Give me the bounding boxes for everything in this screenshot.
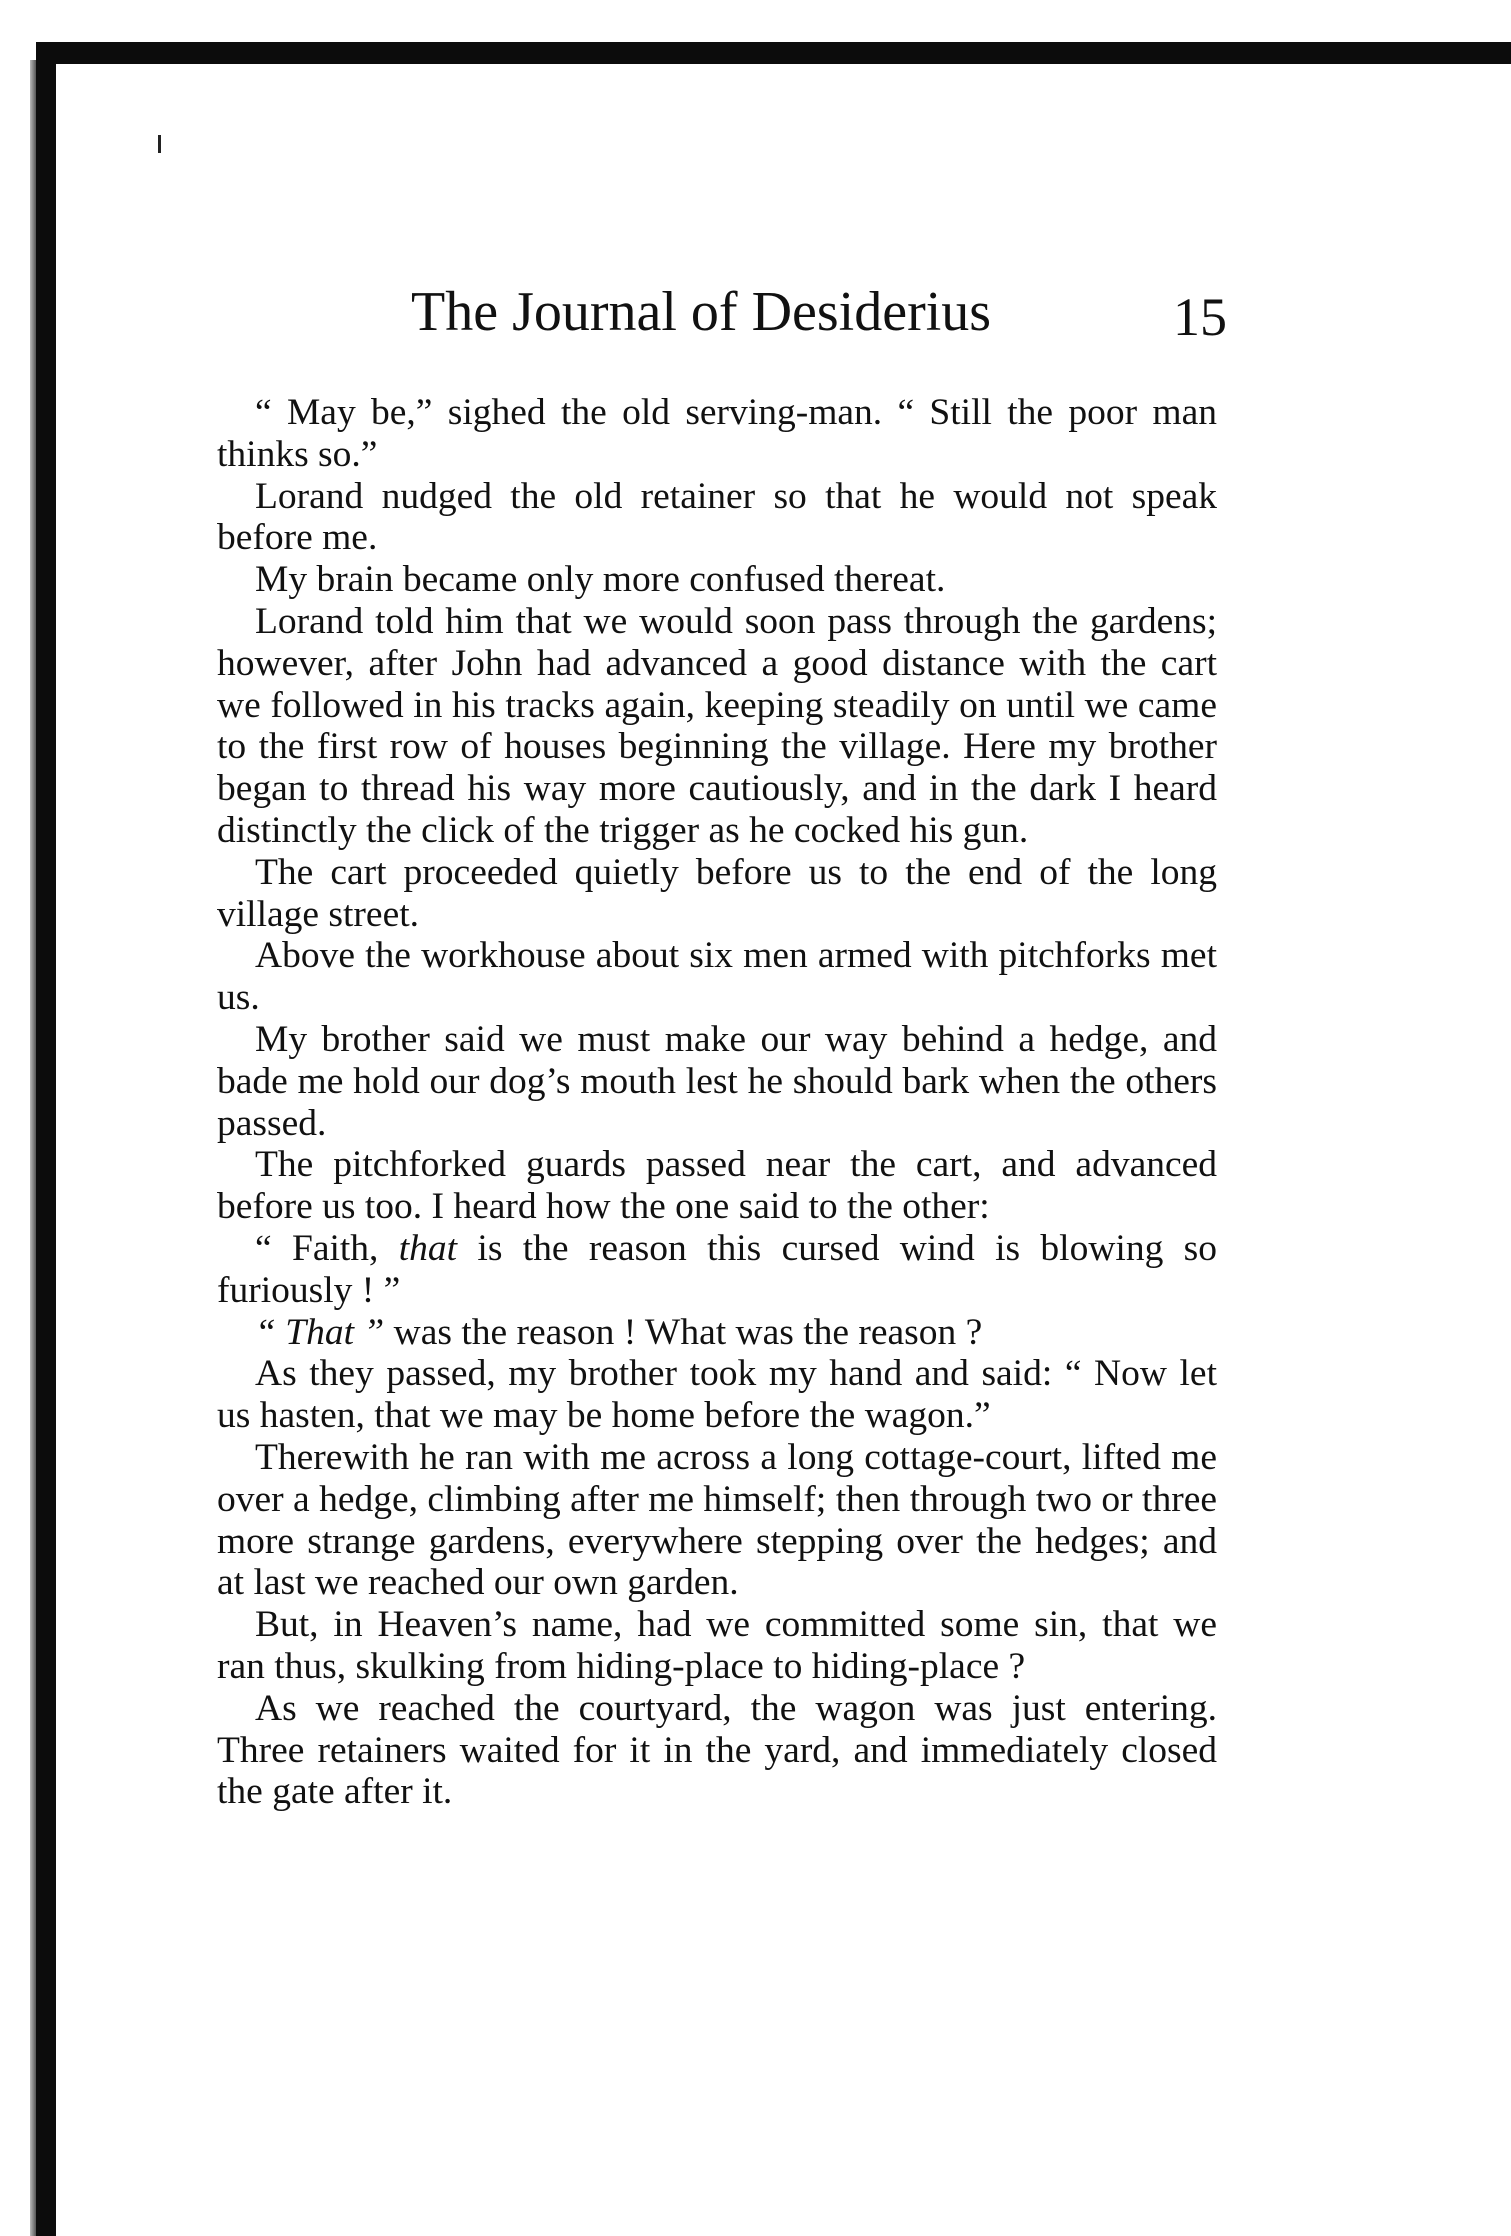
paragraph [217, 1228, 1217, 1312]
paragraph-text: “ Faith, [255, 1227, 399, 1269]
paragraph [217, 1437, 1217, 1604]
paragraph [217, 1312, 1217, 1354]
paragraph-text: is the reason this cursed wind is blowing so furiously ! ” [217, 1227, 1217, 1311]
scan-border-top [36, 42, 1511, 64]
paragraph-text: Lorand told him that we would soon pass through the gardens; however, after John had advanced a good distance with the cart we followed in his tracks again, keeping steadily on until we came to the first row of houses beginning the village. Here my brother began to thread his way more cautiously, and in the dark I heard distinctly the click of the trigger as he cocked his gun. [217, 600, 1217, 851]
emphasis-text: that [398, 1227, 458, 1269]
paragraph-text: The cart proceeded quietly before us to the end of the long village street. [217, 851, 1217, 935]
paragraph-text: My brother said we must make our way behind a hedge, and bade me hold our dog’s mouth lest he should bark when the others passed. [217, 1018, 1217, 1144]
paragraph-text: “ May be,” sighed the old serving-man. “ Still the poor man thinks so.” [217, 392, 1217, 475]
scan-page-edge [30, 60, 36, 2236]
paragraph [217, 1604, 1217, 1688]
paragraph-text: My brain became only more confused thereat. [255, 559, 946, 601]
paragraph [217, 1353, 1217, 1437]
emphasis-text: “ That ” [255, 1311, 385, 1353]
body-text [217, 392, 1217, 1813]
paragraph-text: Lorand nudged the old retainer so that he would not speak before me. [217, 475, 1217, 559]
paragraph [217, 392, 1217, 476]
page-title: The Journal of Desiderius [411, 281, 992, 343]
scan-border-left [36, 42, 56, 2236]
paragraph-text: Above the workhouse about six men armed with pitchforks met us. [217, 935, 1217, 1019]
paragraph-text: As they passed, my brother took my hand and said: “ Now let us hasten, that we may be home before the wagon.” [217, 1353, 1217, 1437]
paragraph-text: was the reason ! What was the reason ? [384, 1311, 983, 1353]
paragraph-text: But, in Heaven’s name, had we committed some sin, that we ran thus, skulking from hiding-place to hiding-place ? [217, 1604, 1217, 1687]
paragraph-text: As we reached the courtyard, the wagon was just entering. Three retainers waited for it in the yard, and immediately closed the gate after it. [217, 1687, 1217, 1813]
paragraph [217, 601, 1217, 852]
paragraph [217, 935, 1217, 1019]
paragraph [217, 1144, 1217, 1228]
paragraph [217, 852, 1217, 936]
paragraph [217, 476, 1217, 560]
paragraph [217, 559, 1217, 601]
paragraph-text: The pitchforked guards passed near the cart, and advanced before us too. I heard how the one said to the other: [217, 1144, 1217, 1228]
paragraph [217, 1688, 1217, 1813]
running-head [411, 280, 1227, 360]
paragraph-text: Therewith he ran with me across a long cottage-court, lifted me over a hedge, climbing after me himself; then through two or three more strange gardens, everywhere stepping over the hedges; and at last we reached our own garden. [217, 1436, 1217, 1604]
page-number: 15 [1173, 287, 1227, 347]
scan-stray-mark [158, 135, 161, 153]
paragraph [217, 1019, 1217, 1144]
